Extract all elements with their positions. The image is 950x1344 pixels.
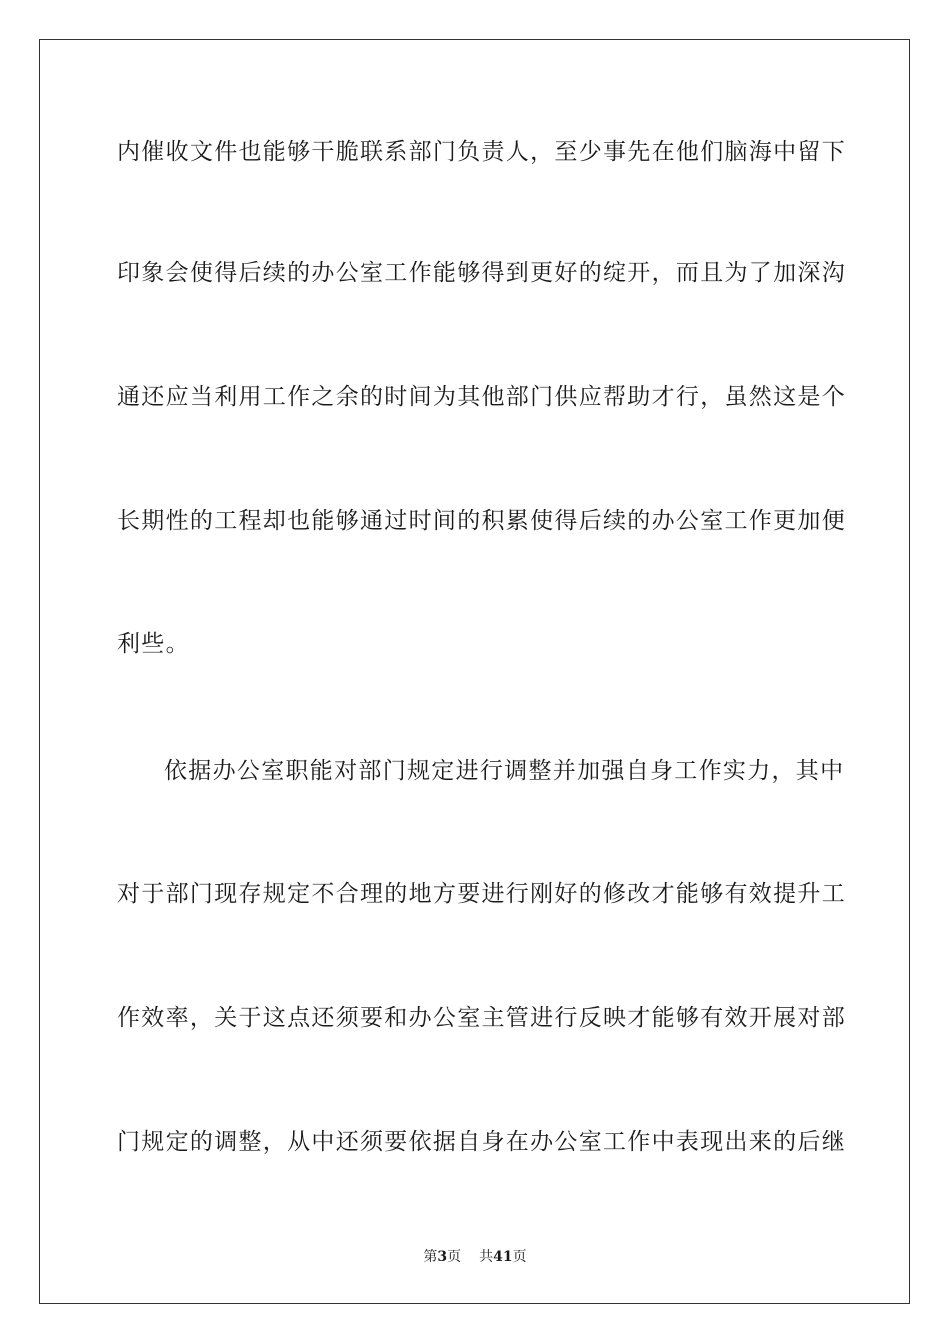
total-pages: 41	[493, 1249, 513, 1265]
total-prefix: 共	[479, 1249, 494, 1265]
page-border	[39, 39, 910, 1304]
text-line-1: 内催收文件也能够干脆联系部门负责人，至少事先在他们脑海中留下	[117, 139, 846, 165]
text-line-7: 对于部门现存规定不合理的地方要进行刚好的修改才能够有效提升工	[117, 881, 846, 907]
text-line-8: 作效率，关于这点还须要和办公室主管进行反映才能够有效开展对部	[117, 1005, 846, 1031]
text-line-3: 通还应当利用工作之余的时间为其他部门供应帮助才行，虽然这是个	[117, 384, 846, 410]
page-number: 3	[437, 1249, 448, 1265]
page-prefix: 第	[423, 1249, 438, 1265]
text-line-4: 长期性的工程却也能够通过时间的积累使得后续的办公室工作更加便	[117, 508, 846, 534]
text-line-6: 依据办公室职能对部门规定进行调整并加强自身工作实力，其中	[164, 758, 845, 784]
page-suffix: 页	[447, 1249, 462, 1265]
page-footer	[0, 1248, 950, 1266]
text-line-2: 印象会使得后续的办公室工作能够得到更好的绽开，而且为了加深沟	[117, 260, 846, 286]
total-suffix: 页	[512, 1249, 527, 1265]
text-line-5: 利些。	[117, 631, 190, 657]
text-line-9: 门规定的调整，从中还须要依据自身在办公室工作中表现出来的后继	[117, 1129, 846, 1155]
